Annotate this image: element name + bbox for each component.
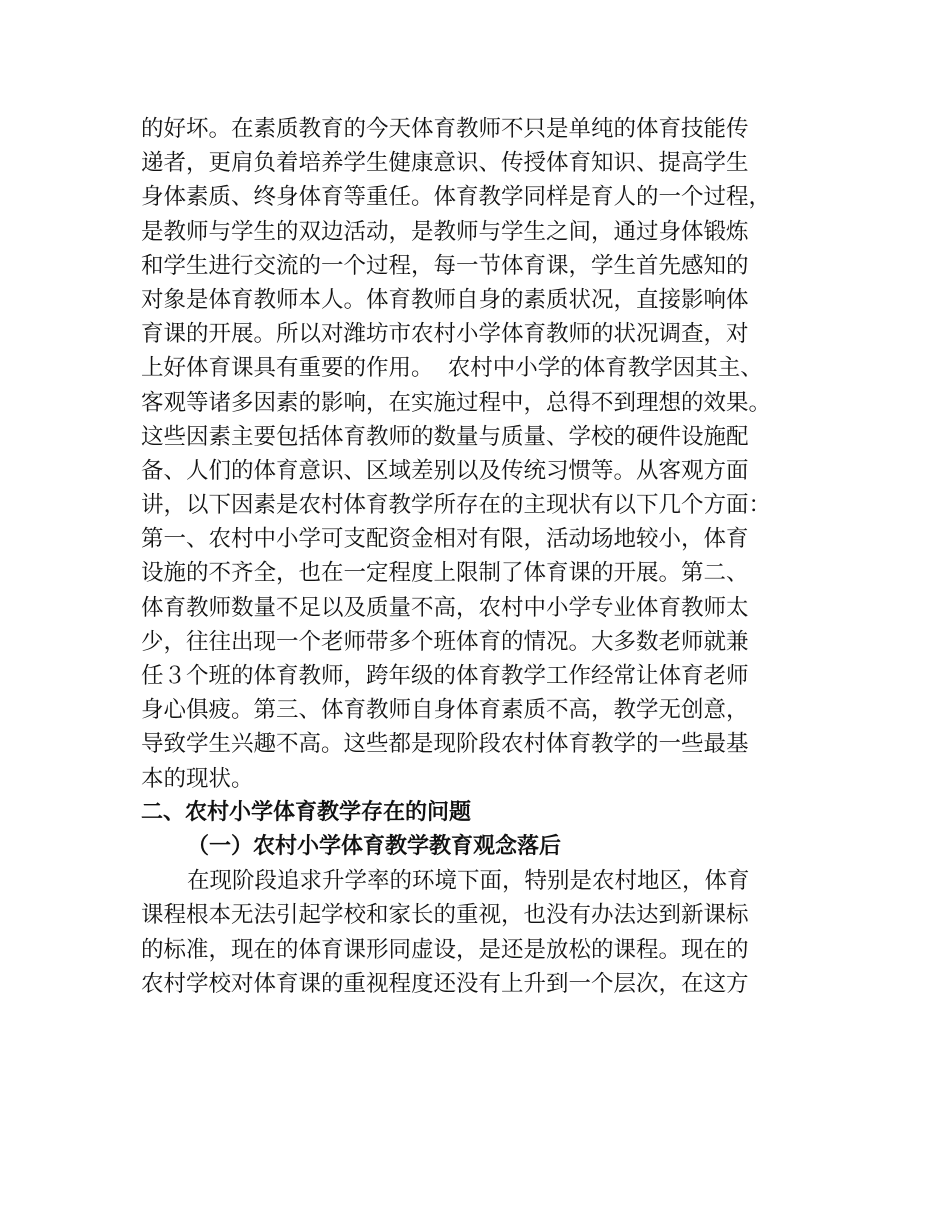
paragraph-line: 对象是体育教师本人。体育教师自身的素质状况，直接影响体 [141, 286, 749, 313]
paragraph-line: 任３个班的体育教师，跨年级的体育教学工作经常让体育老师 [141, 663, 749, 689]
section-heading: 二、农村小学体育教学存在的问题 [141, 799, 472, 825]
paragraph-line: 身体素质、终身体育等重任。体育教学同样是育人的一个过程， [141, 184, 772, 211]
paragraph-line: 这些因素主要包括体育教师的数量与质量、学校的硬件设施配 [141, 423, 749, 450]
paragraph-line: 在现阶段追求升学率的环境下面，特别是农村地区，体育 [187, 868, 750, 895]
paragraph-line: 课程根本无法引起学校和家长的重视，也没有办法达到新课标 [141, 902, 749, 929]
paragraph-line: 第一、农村中小学可支配资金相对有限，活动场地较小，体育 [141, 526, 749, 553]
paragraph-2 [141, 864, 831, 1001]
paragraph-line: 导致学生兴趣不高。这些都是现阶段农村体育教学的一些最基 [141, 731, 749, 758]
subsection-heading: （一）农村小学体育教学教育观念落后 [187, 833, 562, 859]
paragraph-line: 的标准，现在的体育课形同虚设，是还是放松的课程。现在的 [141, 936, 749, 963]
paragraph-line: 和学生进行交流的一个过程，每一节体育课，学生首先感知的 [141, 252, 749, 279]
paragraph-line: 本的现状。 [141, 765, 254, 792]
paragraph-line: 的好坏。在素质教育的今天体育教师不只是单纯的体育技能传 [141, 116, 749, 142]
paragraph-line: 少，往往出现一个老师带多个班体育的情况。大多数老师就兼 [141, 628, 749, 655]
paragraph-line: 客观等诸多因素的影响，在实施过程中，总得不到理想的效果。 [141, 389, 772, 416]
paragraph-line: 讲，以下因素是农村体育教学所存在的主现状有以下几个方面： [141, 492, 772, 519]
paragraph-line: 育课的开展。所以对潍坊市农村小学体育教师的状况调查，对 [141, 321, 749, 348]
paragraph-line: 体育教师数量不足以及质量不高，农村中小学专业体育教师太 [141, 594, 749, 621]
paragraph-line: 上好体育课具有重要的作用。 农村中小学的体育教学因其主、 [141, 355, 763, 382]
paragraph-line: 备、人们的体育意识、区域差别以及传统习惯等。从客观方面 [141, 457, 749, 484]
paragraph-line: 身心俱疲。第三、体育教师自身体育素质不高，教学无创意， [141, 697, 749, 724]
paragraph-line: 农村学校对体育课的重视程度还没有上升到一个层次，在这方 [141, 970, 749, 997]
paragraph-line: 递者，更肩负着培养学生健康意识、传授体育知识、提高学生 [141, 150, 749, 177]
document-body [141, 112, 831, 1001]
paragraph-1 [141, 112, 831, 796]
paragraph-line: 设施的不齐全，也在一定程度上限制了体育课的开展。第二、 [141, 560, 749, 587]
paragraph-line: 是教师与学生的双边活动，是教师与学生之间，通过身体锻炼 [141, 218, 749, 245]
